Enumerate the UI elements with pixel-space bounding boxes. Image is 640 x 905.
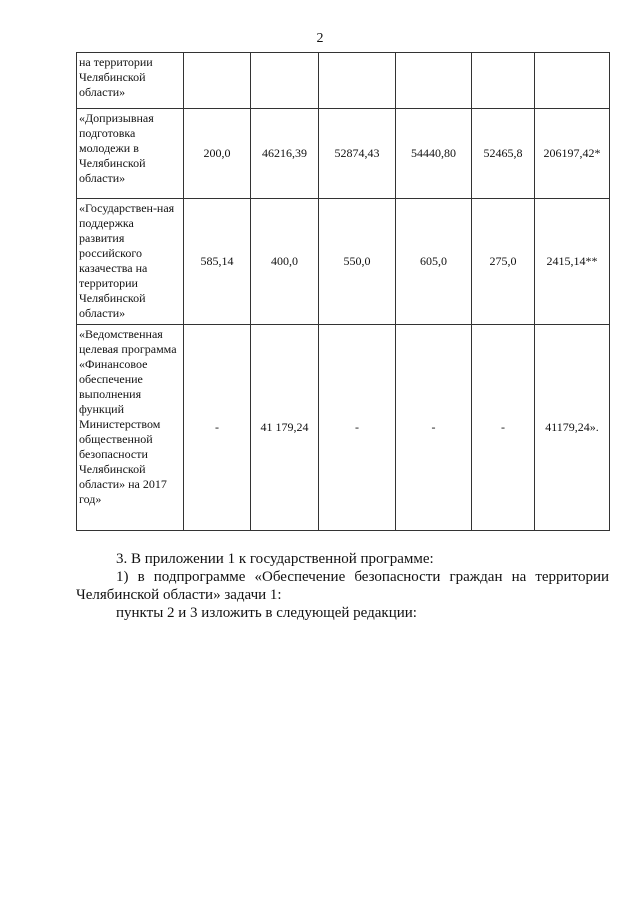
table-row xyxy=(77,109,610,199)
value-cell: 275,0 xyxy=(472,199,535,325)
value-cell: 200,0 xyxy=(184,109,251,199)
total-cell: 206197,42* xyxy=(535,109,610,199)
value-cell: - xyxy=(319,325,396,531)
page-number: 2 xyxy=(316,31,324,46)
program-name-cell: «Допризывная подготовка молодежи в Челябинской области» xyxy=(77,109,184,199)
value-cell: - xyxy=(184,325,251,531)
table-row xyxy=(77,325,610,531)
table-row xyxy=(77,199,610,325)
program-name-cell: «Ведомственная целевая программа «Финансовое обеспечение выполнения функций Министерством общественной безопасности Челябинской области» на 2017 год» xyxy=(77,325,184,531)
total-cell xyxy=(535,53,610,109)
total-cell: 2415,14** xyxy=(535,199,610,325)
value-cell: - xyxy=(472,325,535,531)
value-cell: - xyxy=(396,325,472,531)
paragraph: 3. В приложении 1 к государственной программе: xyxy=(116,551,434,567)
paragraph: пункты 2 и 3 изложить в следующей редакции: xyxy=(116,605,417,621)
value-cell: 52465,8 xyxy=(472,109,535,199)
value-cell: 585,14 xyxy=(184,199,251,325)
paragraph: 1) в подпрограмме «Обеспечение безопасности граждан на территории Челябинской области» задачи 1: xyxy=(76,569,609,603)
value-cell xyxy=(184,53,251,109)
program-name-cell: «Государствен-ная поддержка развития российского казачества на территории Челябинской области» xyxy=(77,199,184,325)
program-name-cell: на территории Челябинской области» xyxy=(77,53,184,109)
program-funding-table xyxy=(76,52,610,531)
value-cell xyxy=(472,53,535,109)
value-cell: 52874,43 xyxy=(319,109,396,199)
total-cell: 41179,24». xyxy=(535,325,610,531)
value-cell xyxy=(396,53,472,109)
value-cell xyxy=(319,53,396,109)
value-cell: 605,0 xyxy=(396,199,472,325)
value-cell: 46216,39 xyxy=(251,109,319,199)
value-cell: 550,0 xyxy=(319,199,396,325)
value-cell: 41 179,24 xyxy=(251,325,319,531)
value-cell: 400,0 xyxy=(251,199,319,325)
value-cell xyxy=(251,53,319,109)
value-cell: 54440,80 xyxy=(396,109,472,199)
amendment-text xyxy=(76,550,609,622)
table-row xyxy=(77,53,610,109)
